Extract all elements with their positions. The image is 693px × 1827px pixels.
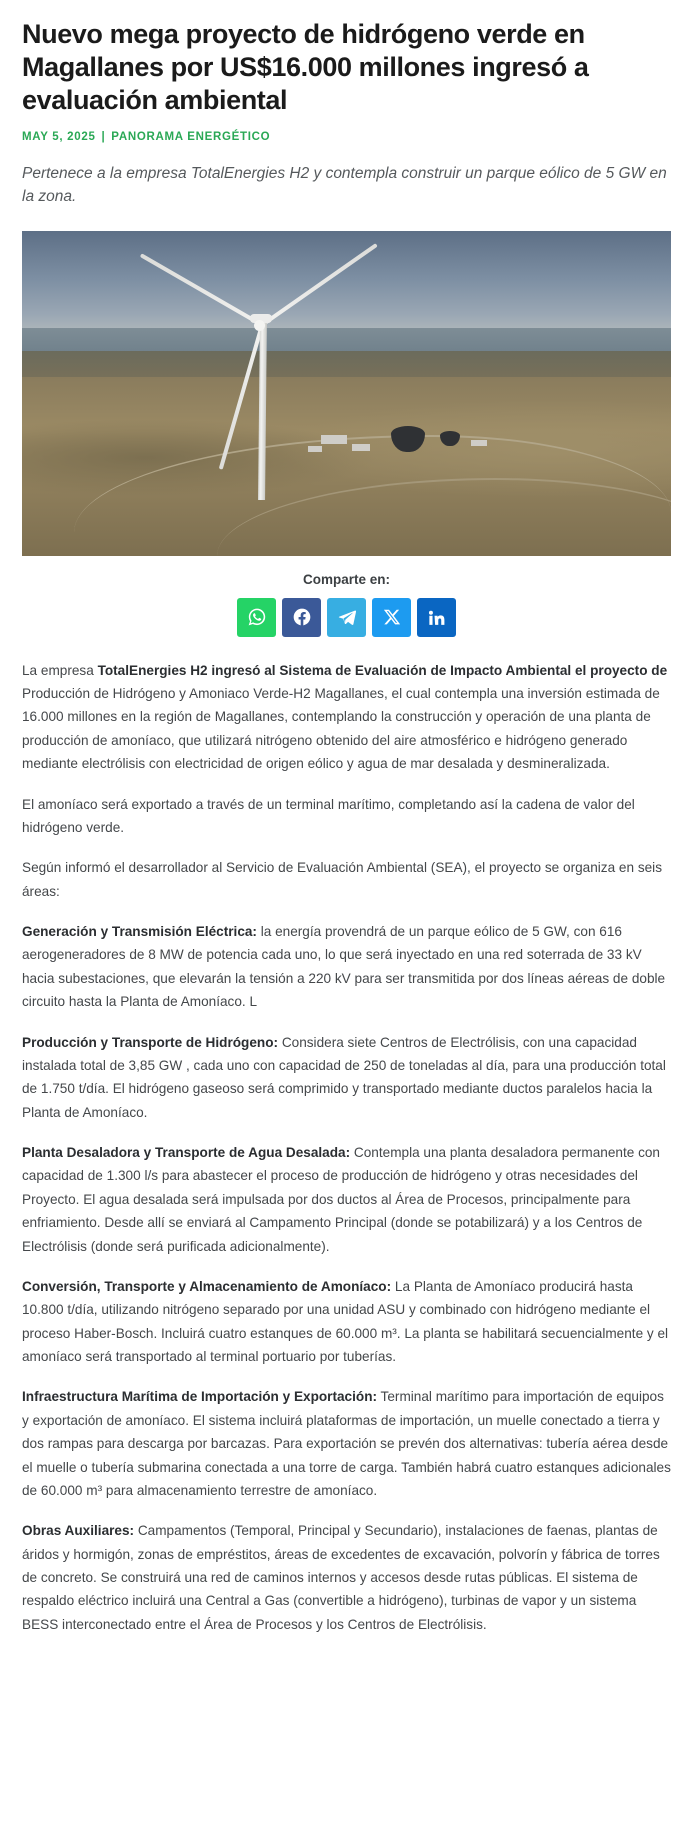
- plant-building: [352, 444, 370, 451]
- paragraph-heading: Planta Desaladora y Transporte de Agua Desalada:: [22, 1145, 351, 1161]
- share-block: [22, 572, 671, 637]
- page-title: Nuevo mega proyecto de hidrógeno verde en Magallanes por US$16.000 millones ingresó a evaluación ambiental: [22, 19, 589, 115]
- paragraph-text: Terminal marítimo para importación de equipos y exportación de amoníaco. El sistema incluirá plataformas de importación, un muelle conectado a tierra y dos rampas para descarga por barcazas. Para exportación se prevén dos alternativas: tubería aérea desde el muelle o tubería submarina conectada a una torre de carga. También habrá cuatro estanques adicionales de 60.000 m³ para almacenamiento terrestre de amoníaco.: [22, 1389, 671, 1498]
- paragraph-text: Campamentos (Temporal, Principal y Secundario), instalaciones de faenas, plantas de áridos y hormigón, zonas de empréstitos, áreas de excedentes de excavación, polvorín y fábrica de torres de concreto. Se construirá una red de caminos internos y accesos desde rutas públicas. El sistema de respaldo eléctrico incluirá una Central a Gas (convertible a hidrógeno), turbinas de vapor y un sistema BESS interconectado entre el Área de Procesos y los Centros de Electrólisis.: [22, 1523, 660, 1632]
- hero-image: [22, 231, 671, 556]
- plant-building: [321, 435, 347, 444]
- article-category[interactable]: PANORAMA ENERGÉTICO: [111, 130, 271, 143]
- paragraph-heading: Producción y Transporte de Hidrógeno:: [22, 1034, 279, 1050]
- x-twitter-icon: [383, 608, 401, 626]
- paragraph-text: La Planta de Amoníaco producirá hasta 10.800 t/día, utilizando nitrógeno separado por una unidad ASU y combinado con hidrógeno mediante el proceso Haber-Bosch. Incluirá cuatro estanques de 60.000 m³. La planta se habilitará secuencialmente y el amoníaco será transportado al terminal portuario por tuberías.: [22, 1278, 669, 1365]
- body-paragraph: [22, 920, 671, 1014]
- share-linkedin-button[interactable]: [417, 598, 456, 637]
- telegram-icon: [337, 607, 357, 627]
- facebook-icon: [292, 607, 312, 627]
- paragraph-heading: Obras Auxiliares:: [22, 1523, 135, 1539]
- plant-building: [471, 440, 487, 446]
- article-lede: Pertenece a la empresa TotalEnergies H2 y contempla construir un parque eólico de 5 GW en la zona.: [22, 164, 667, 205]
- storage-tank: [391, 426, 425, 452]
- share-x-button[interactable]: [372, 598, 411, 637]
- paragraph-bold: TotalEnergies H2 ingresó al Sistema de Evaluación de Impacto Ambiental el proyecto de: [97, 662, 668, 678]
- body-paragraph: [22, 1385, 671, 1502]
- paragraph-heading: Generación y Transmisión Eléctrica:: [22, 924, 257, 940]
- paragraph-text: Producción de Hidrógeno y Amoniaco Verde-H2 Magallanes, el cual contempla una inversión estimada de 16.000 millones en la región de Magallanes, contemplando la construcción y operación de una planta de producción de amoníaco, que utilizará nitrógeno obtenido del aire atmosférico e hidrógeno generado mediante electrólisis con electricidad de origen eólico y agua de mar desalada y desmineralizada.: [22, 686, 660, 772]
- industrial-plant: [308, 419, 529, 471]
- sky-layer: [22, 231, 671, 338]
- paragraph-text: la energía provendrá de un parque eólico de 5 GW, con 616 aerogeneradores de 8 MW de potencia cada uno, lo que será inyectado en una red soterrada de 33 kV hacia subestaciones, que elevarán la tensión a 220 kV para ser transmitida por dos líneas aéreas de doble circuito hasta la Planta de Amoníaco. L: [22, 924, 666, 1010]
- body-paragraph: [22, 1275, 671, 1369]
- paragraph-heading: Infraestructura Marítima de Importación y Exportación:: [22, 1389, 378, 1405]
- share-label: Comparte en:: [302, 571, 390, 587]
- plant-building: [308, 446, 322, 452]
- publish-date: MAY 5, 2025: [22, 130, 96, 143]
- share-whatsapp-button[interactable]: [237, 598, 276, 637]
- paragraph-text: Considera siete Centros de Electrólisis, con una capacidad instalada total de 3,85 GW , cada uno con capacidad de 250 de toneladas al día, para una producción total de 1.750 t/día. El hidrógeno gaseoso será comprimido y transportado mediante ductos paralelos hacia la Planta de Amoníaco.: [22, 1034, 666, 1120]
- hero-figure: [22, 231, 671, 556]
- paragraph-text: Contempla una planta desaladora permanente con capacidad de 1.300 l/s para abastecer el proceso de producción de hidrógeno y otras necesidades del Proyecto. El agua desalada será impulsada por dos ductos al Área de Procesos, principalmente para enfriamiento. Desde allí se enviará al Campamento Principal (donde se potabilizará) y a los Centros de Electrólisis (donde será purificada adicionalmente).: [22, 1145, 660, 1254]
- paragraph-text: La empresa: [22, 662, 98, 678]
- linkedin-icon: [427, 608, 446, 627]
- body-paragraph: Según informó el desarrollador al Servicio de Evaluación Ambiental (SEA), el proyecto se organiza en seis áreas:: [22, 860, 663, 899]
- share-buttons: [22, 598, 671, 637]
- body-paragraph: [22, 1031, 671, 1125]
- body-paragraph: El amoníaco será exportado a través de un terminal marítimo, completando así la cadena de valor del hidrógeno verde.: [22, 796, 635, 835]
- body-paragraph: [22, 1519, 671, 1636]
- storage-tank: [440, 431, 460, 446]
- whatsapp-icon: [247, 607, 267, 627]
- paragraph-heading: Conversión, Transporte y Almacenamiento de Amoníaco:: [22, 1278, 392, 1294]
- article-body: [22, 659, 671, 1637]
- article-meta: [22, 131, 671, 143]
- body-paragraph: [22, 1141, 671, 1258]
- meta-separator: |: [101, 130, 106, 143]
- share-telegram-button[interactable]: [327, 598, 366, 637]
- body-paragraph: [22, 659, 671, 776]
- share-facebook-button[interactable]: [282, 598, 321, 637]
